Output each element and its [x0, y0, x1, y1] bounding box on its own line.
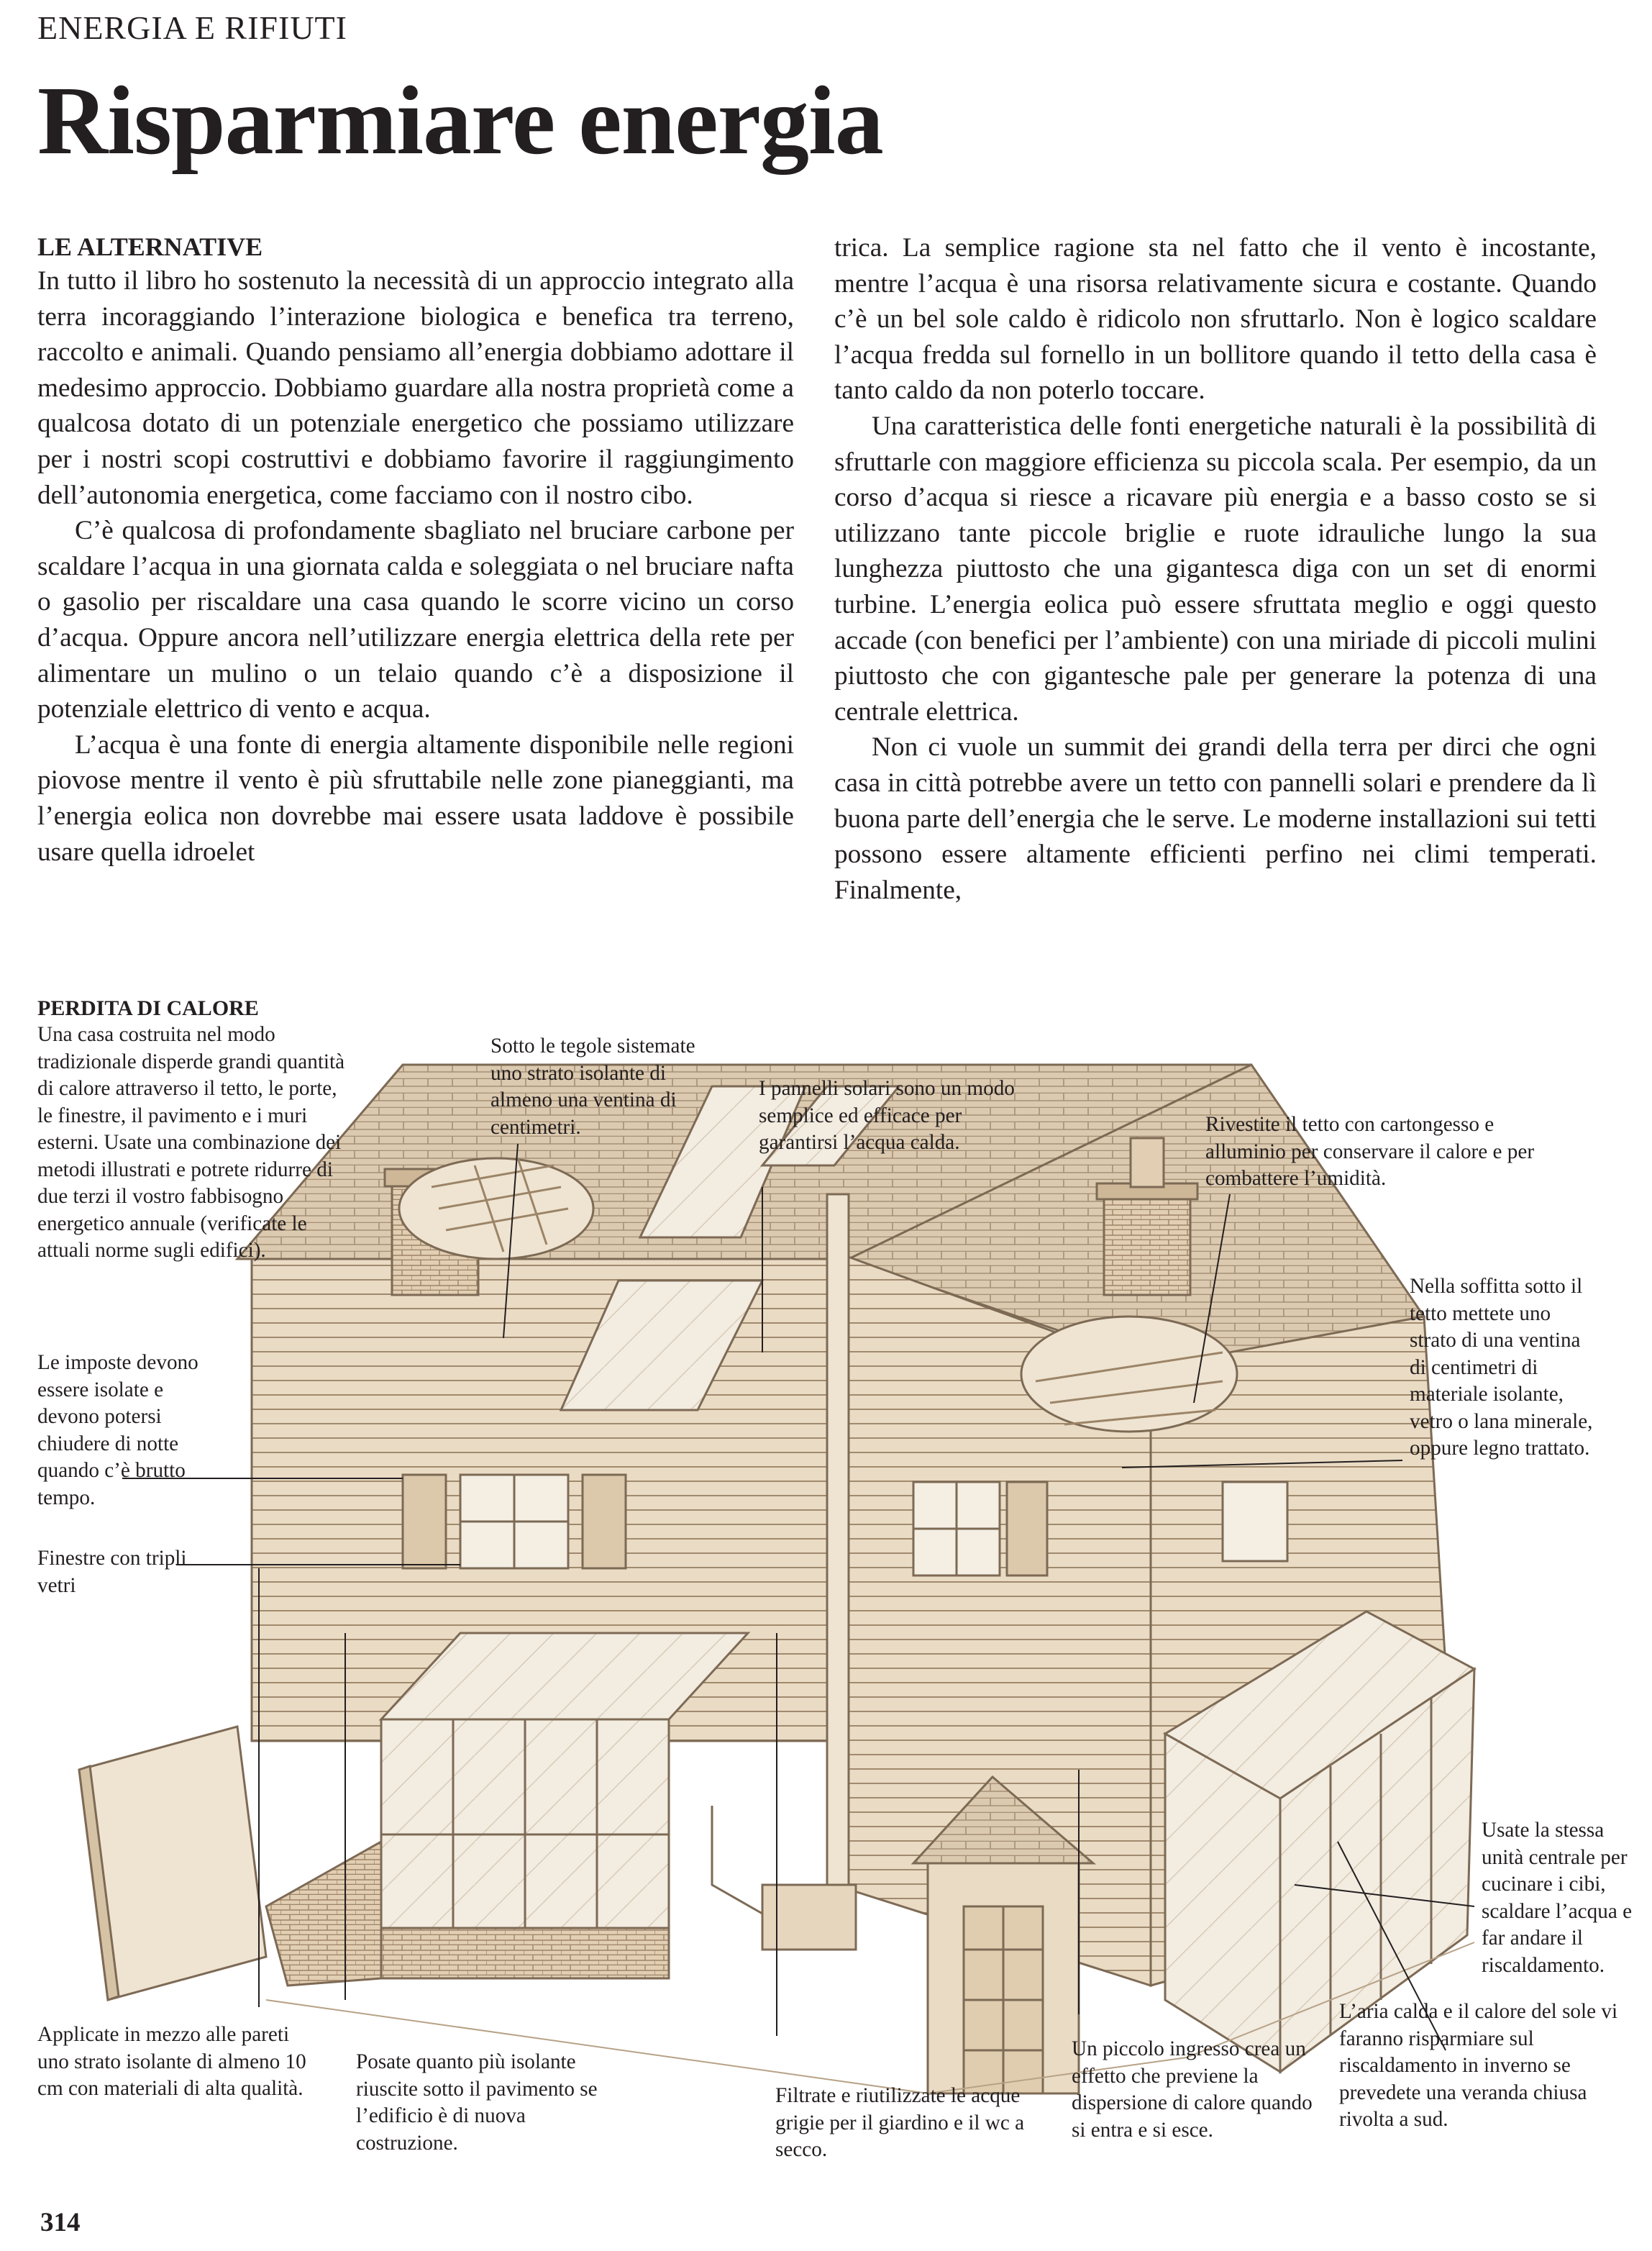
figure-heading: PERDITA DI CALORE [37, 996, 259, 1020]
paragraph-2: C’è qualcosa di profondamente sbagliato nel bruciare carbone per scaldare l’acqua in una giornata calda e soleggiata o nel bruciare nafta o gasolio per riscaldare una casa quando le scorre vicino un corso d’acqua. Oppure ancora nell’utilizzare energia elettrica della rete per alimentare un mulino o un telaio quando c’è a disposizione il potenziale elettrico di vento e acqua. [37, 516, 794, 724]
section-label: ENERGIA E RIFIUTI [37, 9, 347, 46]
figure-intro: Una casa costruita nel modo tradizionale disperde grandi quantità di calore attraverso il tetto, le porte, le finestre, il pavimento e i muri esterni. Usate una combinazione dei metodi illustrati e potrete ridurre di due terzi il vostro fabbisogno energetico annuale (verificate le attuali norme sugli edifici). [37, 1023, 345, 1262]
paragraph-4: Una caratteristica delle fonti energetiche naturali è la possibilità di sfruttarle con maggiore efficienza su piccola scala. Per esempio, da un corso d’acqua si riesce a ricavare più energia e a basso costo se si utilizzano tante piccole briglie e ruote idrauliche lungo la sua lunghezza piuttosto che una gigantesca diga con un set di enormi turbine. L’energia eolica può essere sfruttata meglio e oggi questo accade (con benefici per l’ambiente) con una miriade di piccoli mulini piuttosto che con gigantesche pale per generare la potenza di una centrale elettrica. [834, 411, 1597, 727]
caption-central-unit: Usate la stessa unità centrale per cucinare i cibi, scaldare l’acqua e far andare il riscaldamento. [1482, 1819, 1633, 1977]
wall-insulation-sample [79, 1727, 266, 2000]
caption-tiles: Sotto le tegole sistemate uno strato isolante di almeno una ventina di centimetri. [490, 1034, 695, 1139]
greenhouse-left-base [381, 1928, 669, 1978]
caption-plasterboard: Rivestite il tetto con cartongesso e alluminio per conservare il calore e per combattere l’umidità. [1205, 1113, 1535, 1190]
shutter-right [583, 1475, 626, 1568]
downpipe [827, 1194, 849, 1928]
page-number: 314 [40, 2208, 81, 2237]
paragraph-3: L’acqua è una fonte di energia altamente disponibile nelle regioni piovose mentre il vento è più sfruttabile nelle zone pianeggianti, ma l’energia eolica non dovrebbe mai essere usata laddove è possibile usare quella idroelet [37, 729, 794, 867]
body-column-left [37, 230, 794, 870]
paragraph-3-continued: trica. La semplice ragione sta nel fatto che il vento è incostante, mentre l’acqua è una risorsa relativamente sicura e costante. Quando c’è un bel sole caldo è ridicolo non sfruttarlo. Non è logico scaldare l’acqua fredda sul fornello in un bollitore quando il tetto della casa è tanto caldo da non poterlo toccare. [834, 233, 1597, 406]
caption-attic: Nella soffitta sotto il tetto mettete uno strato di una ventina di centimetri di materiale isolante, vetro o lana minerale, oppure legno trattato. [1410, 1275, 1593, 1460]
paragraph-5: Non ci vuole un summit dei grandi della terra per dirci che ogni casa in città potrebbe avere un tetto con pannelli solari e prendere da lì buona parte dell’energia che le serve. Le moderne installazioni sui tetti possono essere altamente efficienti perfino nei climi temperati. Finalmente, [834, 732, 1597, 905]
caption-intro [37, 995, 354, 1265]
page-title: Risparmiare energia [37, 67, 883, 175]
caption-shutters: Le imposte devono essere isolate e devono potersi chiudere di notte quando c’è brutto tempo. [37, 1351, 198, 1509]
shutter-right-2 [1007, 1482, 1047, 1575]
window-gable [1223, 1482, 1287, 1561]
caption-windows: Finestre con tripli vetri [37, 1547, 187, 1597]
caption-solar: I pannelli solari sono un modo semplice ed efficace per garantirsi l’acqua calda. [759, 1077, 1015, 1154]
body-column-right [834, 230, 1597, 908]
attic-cutaway [1021, 1317, 1237, 1432]
chimney-pot [1131, 1138, 1164, 1187]
caption-floor: Posate quanto più isolante riuscite sotto il pavimento se l’edificio è di nuova costruzione. [356, 2050, 598, 2155]
caption-greywater: Filtrate e riutilizzate le acque grigie per il giardino e il wc a secco. [775, 2084, 1025, 2161]
greenhouse-left [381, 1633, 748, 1978]
chimney-right [1104, 1194, 1190, 1295]
floor-insulation-sample [266, 1842, 381, 1986]
caption-veranda: L’aria calda e il calore del sole vi faranno risparmiare sul riscaldamento in inverno se prevedete una veranda chiusa rivolta a sud. [1339, 2000, 1618, 2131]
caption-walls: Applicate in mezzo alle pareti uno strato isolante di almeno 10 cm con materiali di alta qualità. [37, 2023, 306, 2100]
paragraph-1: In tutto il libro ho sostenuto la necessità di un approccio integrato alla terra incoraggiando l’interazione biologica e benefica tra terreno, raccolto e animali. Quando pensiamo all’energia dobbiamo adottare il medesimo approccio. Dobbiamo guardare alla nostra proprietà come a qualcosa dotato di un potenziale energetico che possiamo utilizzare per i nostri scopi costruttivi e dobbiamo favorire il raggiungimento dell’autonomia energetica, come facciamo con il nostro cibo. [37, 266, 794, 510]
shutter-left [403, 1475, 446, 1568]
caption-porch: Un piccolo ingresso crea un effetto che previene la dispersione di calore quando si entra e si esce. [1072, 2037, 1313, 2142]
subhead-alternatives: LE ALTERNATIVE [37, 232, 263, 261]
